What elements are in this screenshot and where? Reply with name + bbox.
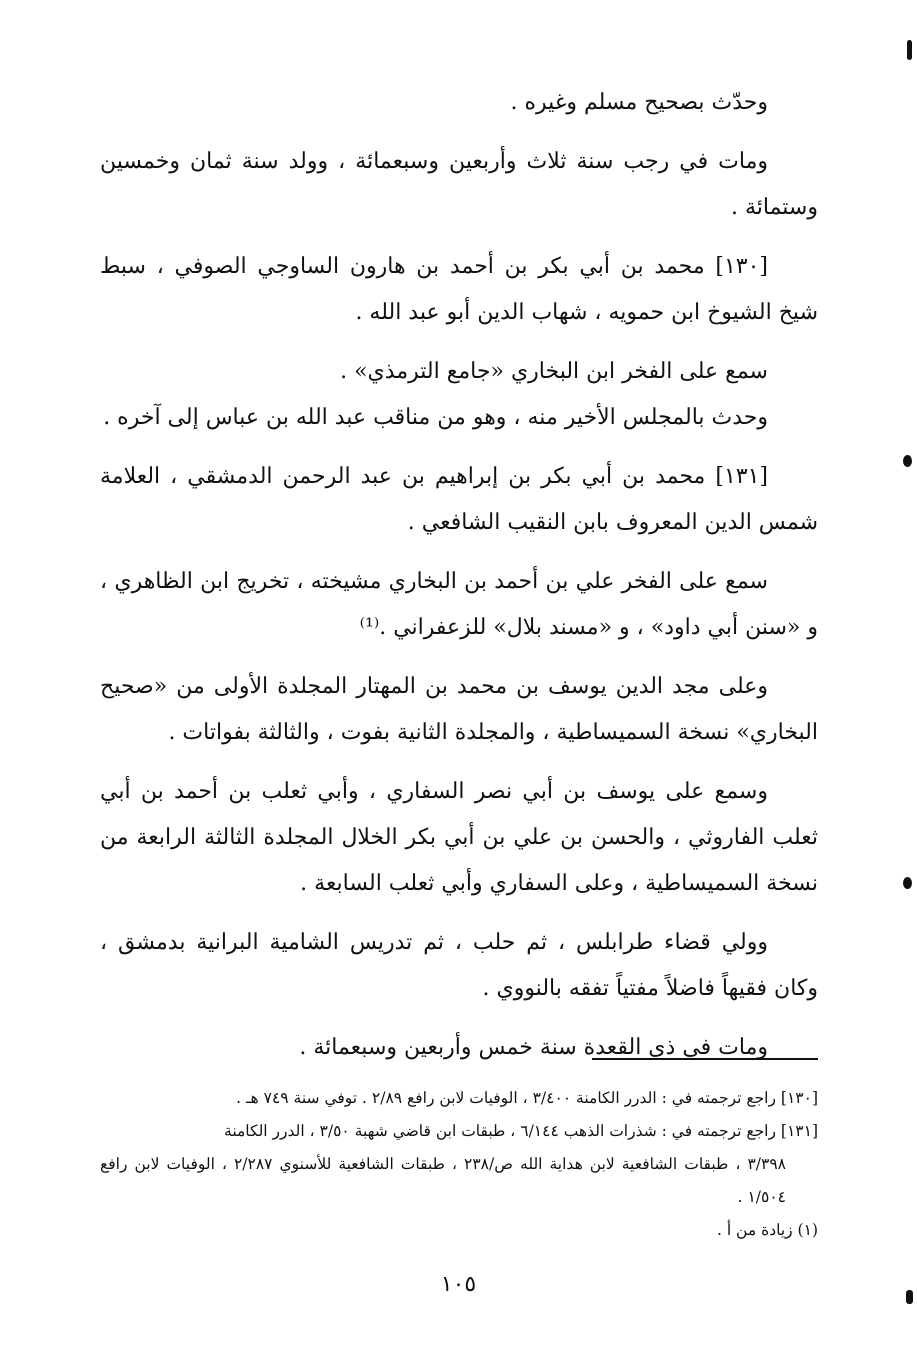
paragraph-death-date: ومات في رجب سنة ثلاث وأربعين وسبعمائة ، وولد سنة ثمان وخمسين وستمائة .	[100, 149, 818, 220]
entry-131-heading: [١٣١] محمد بن أبي بكر بن إبراهيم بن عبد الرحمن الدمشقي ، العلامة شمس الدين المعروف بابن النقيب الشافعي .	[100, 464, 818, 535]
footnote-131	[100, 1115, 818, 1214]
paragraph-heard: سمع على الفخر ابن البخاري «جامع الترمذي» .	[340, 359, 768, 384]
footnote-131-continuation: ٣/٣٩٨ ، طبقات الشافعية لابن هداية الله ص/٢٣٨ ، طبقات الشافعية للأسنوي ٢/٢٨٧ ، الوفيات لابن رافع ١/٥٠٤ .	[100, 1155, 786, 1206]
margin-mark-bottom	[906, 1290, 913, 1304]
paragraph-narrated: وحدث بالمجلس الأخير منه ، وهو من مناقب عبد الله بن عباس إلى آخره .	[103, 405, 768, 430]
margin-mark-top	[907, 40, 912, 60]
entry-130-heading: [١٣٠] محمد بن أبي بكر بن أحمد بن هارون الساوجي الصوفي ، سبط شيخ الشيوخ ابن حمويه ، شهاب الدين أبو عبد الله .	[100, 254, 818, 325]
footnote-130: [١٣٠] راجع ترجمته في : الدرر الكامنة ٣/٤٠٠ ، الوفيات لابن رافع ٢/٨٩ . توفي سنة ٧٤٩ هـ .	[236, 1089, 818, 1107]
paragraph-heard-fakhr: سمع على الفخر علي بن أحمد بن البخاري مشيخته ، تخريج ابن الظاهري ، و «سنن أبي داود» ، و «مسند بلال» للزعفراني .⁽¹⁾	[100, 569, 818, 640]
footnotes	[100, 1082, 818, 1247]
paragraph-narration: وحدّث بصحيح مسلم وغيره .	[510, 90, 768, 115]
paragraph-death: ومات في ذي القعدة سنة خمس وأربعين وسبعمائة .	[299, 1035, 768, 1060]
margin-mark-lower	[903, 877, 912, 889]
footnote-1: (١) زيادة من أ .	[716, 1221, 818, 1239]
page-number: ١٠٥	[440, 1272, 477, 1297]
footnote-131-first-line: [١٣١] راجع ترجمته في : شذرات الذهب ٦/١٤٤ ، طبقات ابن قاضي شهبة ٣/٥٠ ، الدرر الكامنة	[224, 1122, 818, 1140]
paragraph-majd-aldin: وعلى مجد الدين يوسف بن محمد بن المهتار المجلدة الأولى من «صحيح البخاري» نسخة السميساطية ، والمجلدة الثانية بفوت ، والثالثة بفواتات .	[100, 674, 818, 745]
paragraph-judgeship: وولي قضاء طرابلس ، ثم حلب ، ثم تدريس الشامية البرانية بدمشق ، وكان فقيهاً فاضلاً مفتياً تفقه بالنووي .	[100, 930, 818, 1001]
main-text	[100, 80, 818, 1084]
footnote-divider	[592, 1058, 818, 1060]
margin-mark-middle	[903, 455, 912, 467]
paragraph-heard-yusuf: وسمع على يوسف بن أبي نصر السفاري ، وأبي ثعلب بن أحمد بن أبي ثعلب الفاروثي ، والحسن بن علي بن أبي بكر الخلال المجلدة الثالثة الرابعة من نسخة السميساطية ، وعلى السفاري وأبي ثعلب السابعة .	[100, 779, 818, 896]
